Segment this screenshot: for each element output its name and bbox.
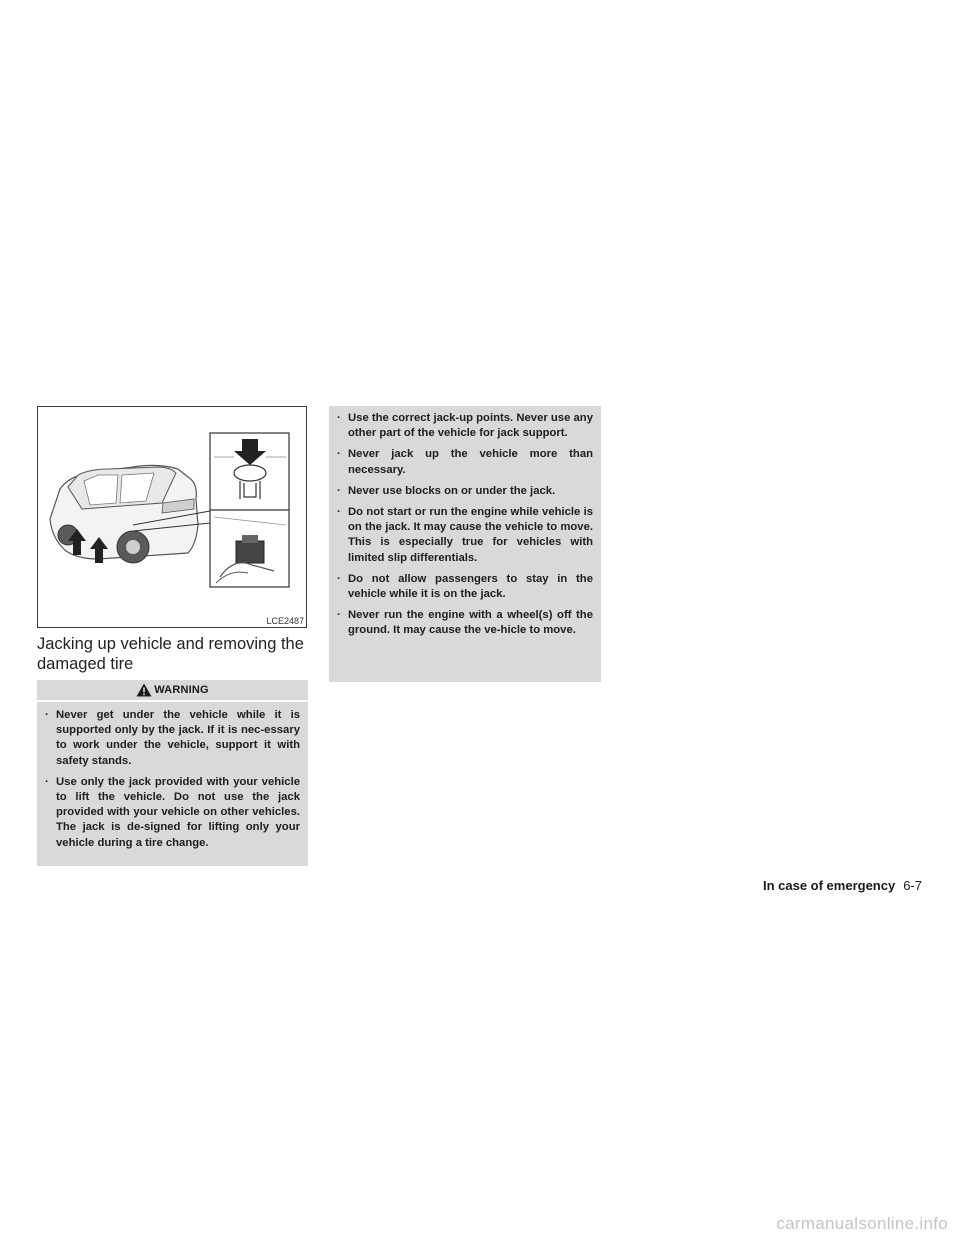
footer-section-title: In case of emergency: [762, 878, 896, 893]
warning-list-right: [329, 406, 601, 639]
warning-triangle-icon: [136, 683, 152, 697]
warning-item: · Do not allow passengers to stay in the vehicle while it is on the jack.: [337, 572, 593, 602]
warning-item: · Never use blocks on or under the jack.: [337, 484, 593, 499]
warning-item: · Use the correct jack-up points. Never use any other part of the vehicle for jack support.: [337, 411, 593, 441]
warning-item: · Use only the jack provided with your vehicle to lift the vehicle. Do not use the jack provided with your vehicle on other vehicles. The jack is de-signed for lifting only your vehicle during a tire change.: [45, 775, 300, 851]
page-number: 6-7: [903, 878, 922, 893]
warning-item: · Never run the engine with a wheel(s) off the ground. It may cause the ve-hicle to move.: [337, 608, 593, 638]
warning-list-left: [37, 702, 308, 851]
warning-item: · Do not start or run the engine while vehicle is on the jack. It may cause the vehicle to move. This is especially true for vehicles with limited slip differentials.: [337, 505, 593, 566]
warning-item: · Never jack up the vehicle more than necessary.: [337, 447, 593, 477]
warning-item: · Never get under the vehicle while it is supported only by the jack. If it is nec-essary to work under the vehicle, support it with safety stands.: [45, 708, 300, 769]
warning-box-left: [37, 680, 308, 866]
warning-label: WARNING: [154, 684, 209, 696]
watermark: carmanualsonline.info: [776, 1214, 948, 1233]
jacking-illustration: [37, 406, 307, 628]
vehicle-rear-quarter-icon: [38, 407, 307, 628]
warning-box-right: [329, 406, 601, 682]
section-heading: Jacking up vehicle and removing the damaged tire: [37, 635, 304, 673]
figure-code: LCE2487: [266, 616, 304, 626]
warning-header: [37, 680, 308, 702]
page-footer: [763, 878, 922, 893]
